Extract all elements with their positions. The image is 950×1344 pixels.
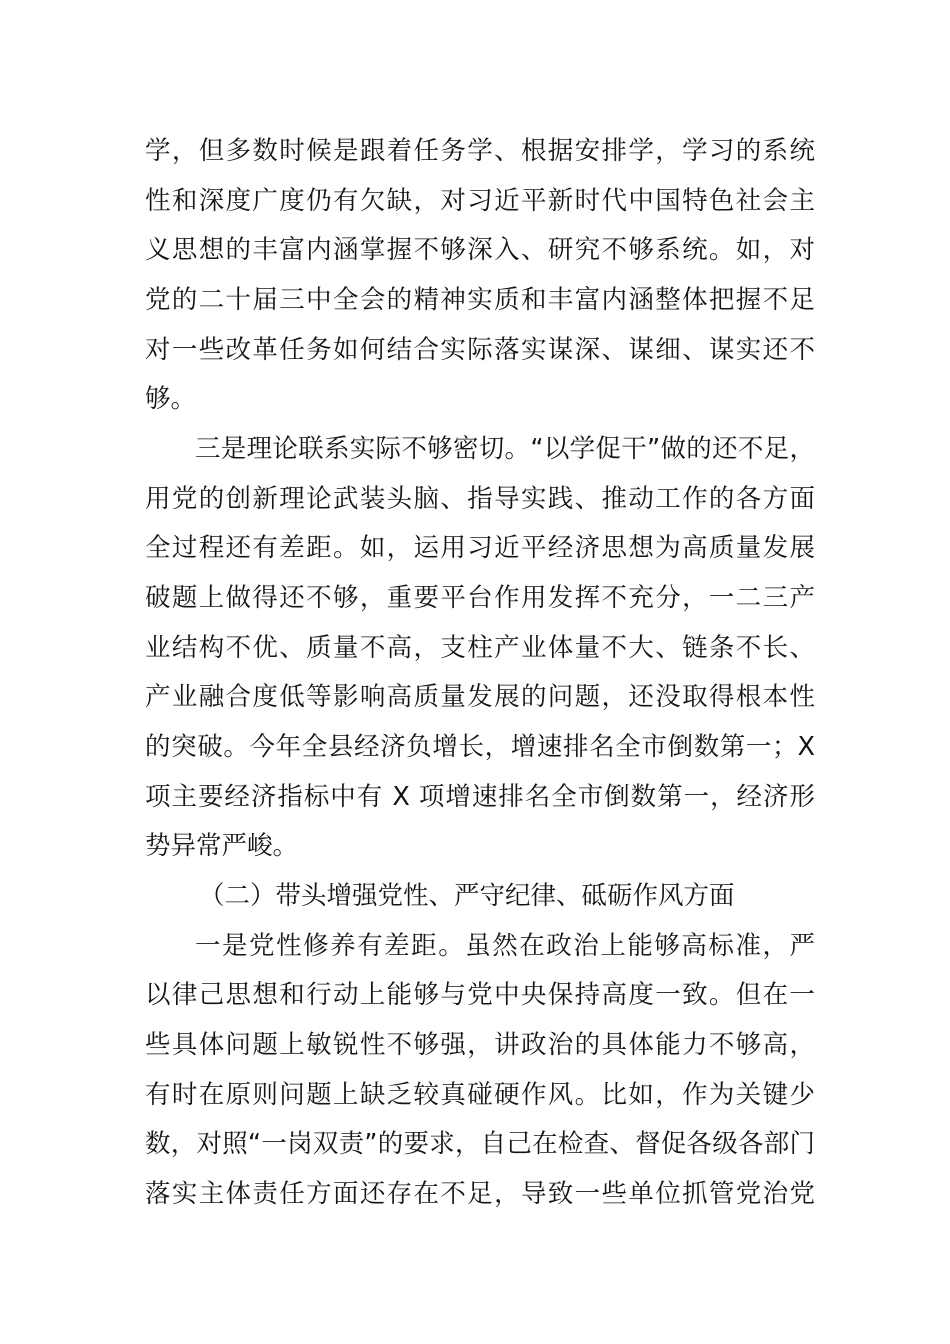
section-heading: （二）带头增强党性、严守纪律、砥砺作风方面 bbox=[199, 881, 735, 911]
text-line-2: 性和深度广度仍有欠缺，对习近平新时代中国特色社会主 bbox=[145, 186, 815, 216]
text-line-18: 以律己思想和行动上能够与党中央保持高度一致。但在一 bbox=[145, 980, 815, 1010]
paragraph-start-line: 三是理论联系实际不够密切。“以学促干”做的还不足， bbox=[195, 434, 815, 464]
text-line-22: 落实主体责任方面还存在不足，导致一些单位抓管党治党 bbox=[145, 1179, 815, 1209]
text-line-6: 够。 bbox=[145, 384, 197, 414]
text-line-19: 些具体问题上敏锐性不够强，讲政治的具体能力不够高， bbox=[145, 1030, 815, 1060]
text-line-20: 有时在原则问题上缺乏较真碰硬作风。比如，作为关键少 bbox=[145, 1080, 815, 1110]
text-line-21: 数，对照“一岗双责”的要求，自己在检查、督促各级各部门 bbox=[145, 1129, 815, 1159]
text-line-1: 学，但多数时候是跟着任务学、根据安排学，学习的系统 bbox=[145, 136, 815, 166]
paragraph-start-line: 一是党性修养有差距。虽然在政治上能够高标准，严 bbox=[195, 931, 815, 961]
text-line-3: 义思想的丰富内涵掌握不够深入、研究不够系统。如，对 bbox=[145, 235, 815, 265]
text-line-12: 产业融合度低等影响高质量发展的问题，还没取得根本性 bbox=[145, 682, 815, 712]
text-line-9: 全过程还有差距。如，运用习近平经济思想为高质量发展 bbox=[145, 533, 815, 563]
text-line-11: 业结构不优、质量不高，支柱产业体量不大、链条不长、 bbox=[145, 633, 815, 663]
text-line-8: 用党的创新理论武装头脑、指导实践、推动工作的各方面 bbox=[145, 484, 815, 514]
text-line-14: 项主要经济指标中有 X 项增速排名全市倒数第一，经济形 bbox=[145, 782, 815, 812]
text-line-15: 势异常严峻。 bbox=[145, 831, 299, 861]
text-line-10: 破题上做得还不够，重要平台作用发挥不充分，一二三产 bbox=[145, 583, 815, 613]
text-line-13: 的突破。今年全县经济负增长，增速排名全市倒数第一；X bbox=[145, 732, 815, 762]
text-line-5: 对一些改革任务如何结合实际落实谋深、谋细、谋实还不 bbox=[145, 335, 815, 365]
text-line-4: 党的二十届三中全会的精神实质和丰富内涵整体把握不足 bbox=[145, 285, 815, 315]
